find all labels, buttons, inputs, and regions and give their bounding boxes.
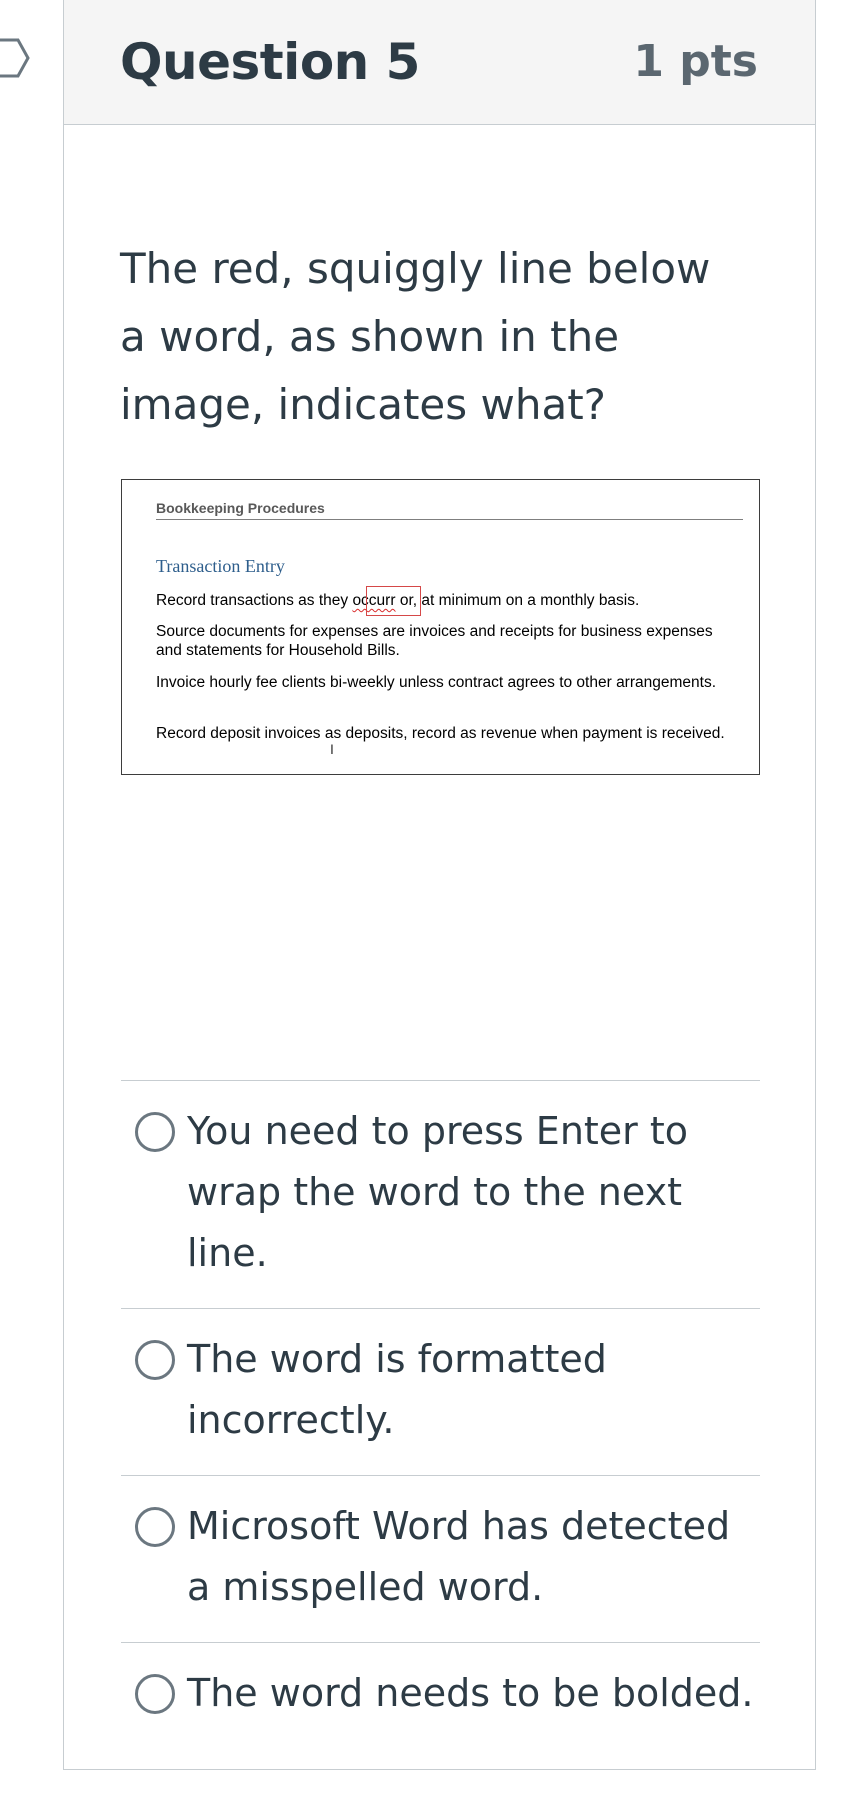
answer-label-2[interactable]: The word is formatted incorrectly. (187, 1337, 607, 1442)
doc-paragraph-1-start: Record transactions as they (156, 592, 353, 609)
answer-radio-2[interactable] (135, 1340, 175, 1380)
misspelled-word-highlight (366, 586, 421, 616)
doc-paragraph-3: Invoice hourly fee clients bi-weekly unless contract agrees to other arrangements. (156, 674, 717, 691)
question-text: The red, squiggly line below a word, as shown in the image, indicates what? (120, 244, 711, 429)
question-header (64, 0, 815, 125)
question-card (63, 0, 816, 1770)
answer-label-4[interactable]: The word needs to be bolded. (187, 1671, 754, 1715)
answer-radio-4[interactable] (135, 1674, 175, 1714)
answer-option-4[interactable] (121, 1642, 760, 1748)
doc-header-label: Bookkeeping Procedures (156, 500, 325, 516)
answer-radio-1[interactable] (135, 1112, 175, 1152)
answer-list (121, 1080, 760, 1748)
misspelled-word: occurr (352, 592, 396, 609)
answer-option-2[interactable] (121, 1308, 760, 1475)
text-cursor-icon: I (330, 741, 334, 757)
answer-label-1[interactable]: You need to press Enter to wrap the word to the next line. (187, 1109, 689, 1275)
doc-paragraph-2: Source documents for expenses are invoices and receipts for business expenses and statements for Household Bills. (156, 623, 713, 659)
answer-option-1[interactable] (121, 1080, 760, 1308)
question-title: Question 5 (120, 32, 420, 91)
answer-option-3[interactable] (121, 1475, 760, 1642)
bookmark-flag-icon[interactable] (0, 36, 36, 80)
doc-header-rule (156, 519, 743, 520)
answer-radio-3[interactable] (135, 1507, 175, 1547)
document-screenshot-image (121, 479, 760, 775)
answer-label-3[interactable]: Microsoft Word has detected a misspelled word. (187, 1504, 731, 1609)
doc-paragraph-1-end: or, at minimum on a monthly basis. (395, 592, 640, 609)
doc-paragraph-4: Record deposit invoices as deposits, record as revenue when payment is received. (156, 725, 725, 742)
question-points: 1 pts (633, 36, 758, 87)
doc-paragraph-1 (156, 591, 736, 610)
doc-heading: Transaction Entry (156, 556, 285, 576)
